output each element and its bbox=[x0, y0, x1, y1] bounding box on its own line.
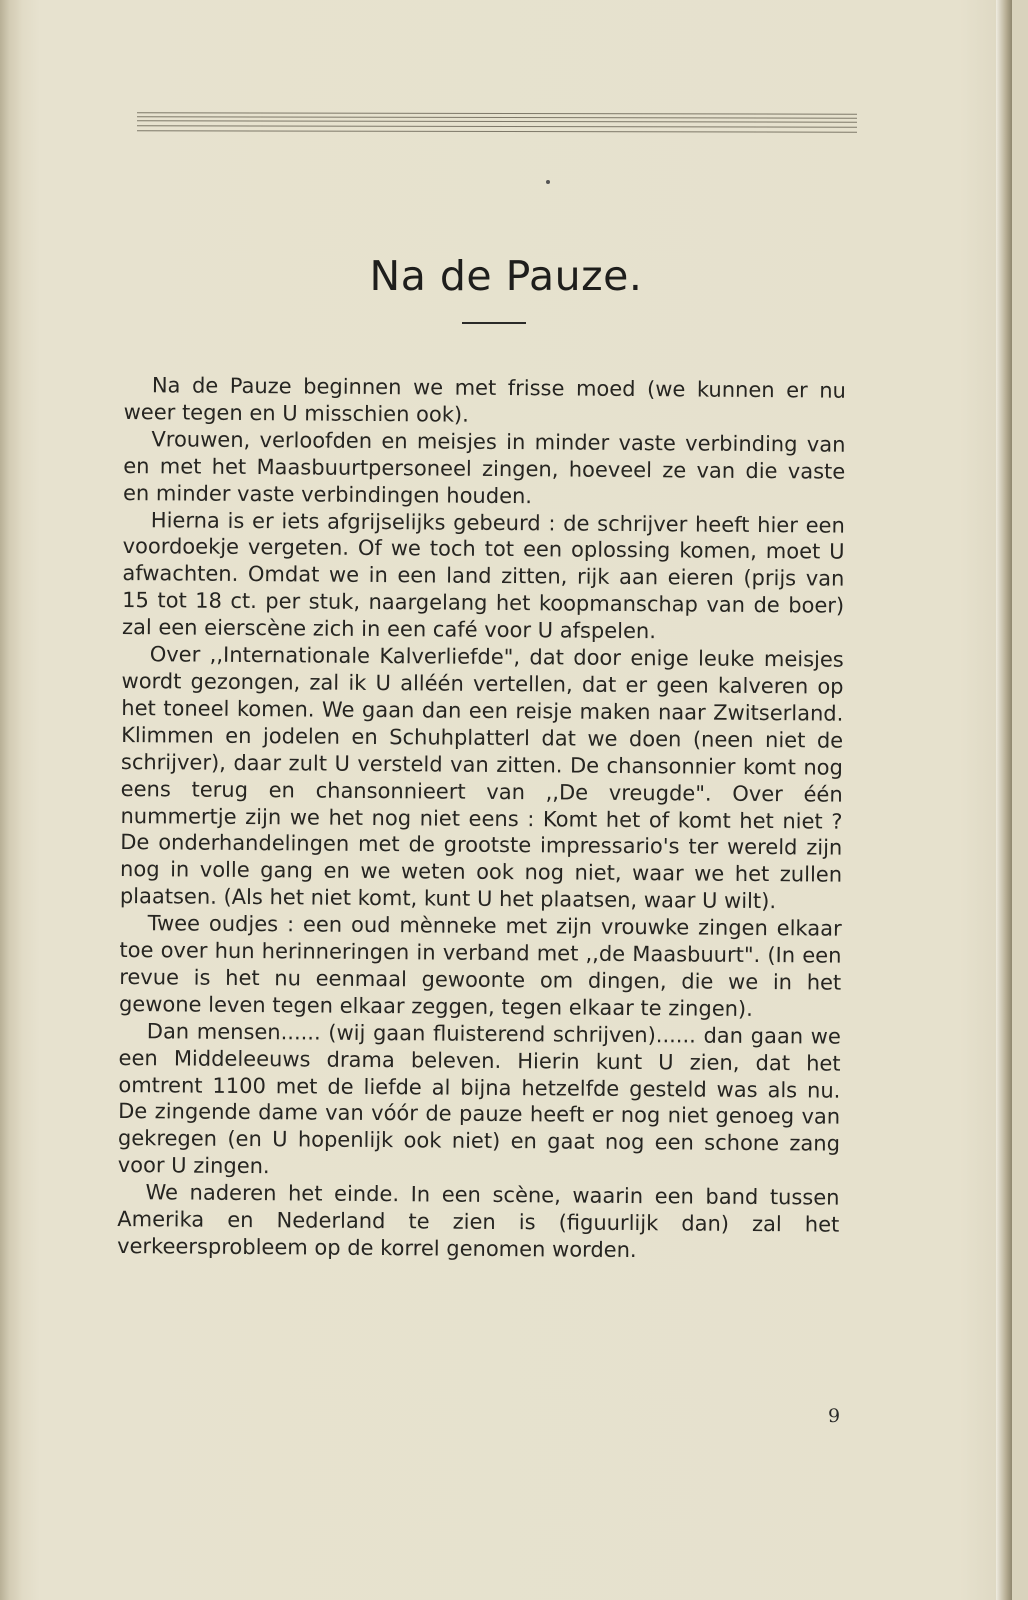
header-rule bbox=[137, 116, 857, 119]
spine-edge bbox=[0, 0, 22, 1600]
header-rule bbox=[137, 130, 857, 133]
paragraph: Vrouwen, verloofden en meisjes in minder vaste verbinding van en met het Maasbuurtpersoneel zingen, hoeveel ze van die vaste en minder vaste verbindingen houden. bbox=[122, 427, 846, 508]
header-rule bbox=[137, 112, 857, 115]
paragraph: Na de Pauze beginnen we met frisse moed (we kunnen er nu weer tegen en U misschien ook). bbox=[123, 373, 846, 427]
page-number: 9 bbox=[828, 1405, 841, 1427]
paragraph: Over ,,Internationale Kalverliefde", dat door enige leuke meisjes wordt gezongen, zal ik U alléén vertellen, dat er geen kalveren op het toneel komen. We gaan dan een reisje maken naar Zwitserland. Klimmen en jodelen en Schuhplatterl dat we doen (neen niet de schrijver), daar zult U versteld van zitten. De chansonnier komt nog eens terug en chansonnieert van ,,De vreugde". Over één nummertje zijn we het nog niet eens : Komt het of komt het niet ? De onderhandelingen met de grootste impressario's ter wereld zijn nog in volle gang en we weten ook nog niet, waar we het zullen plaatsen. (Als het niet komt, kunt U het plaatsen, waar U wilt). bbox=[119, 642, 844, 914]
header-rule bbox=[137, 120, 857, 123]
title-underline bbox=[462, 322, 526, 324]
ornament-dot bbox=[546, 180, 550, 184]
paragraph: We naderen het einde. In een scène, waarin een band tussen Amerika en Nederland te zien is (figuurlijk dan) zal het verkeersprobleem op de korrel genomen worden. bbox=[117, 1180, 840, 1263]
page-title: Na de Pauze. bbox=[369, 252, 643, 300]
paragraph: Twee oudjes : een oud mènneke met zijn vrouwke zingen elkaar toe over hun herinneringen in verband met ,,de Maasbuurt". (In een revue is het nu eenmaal gewoonte om dingen, die we in het gewone leven tegen elkaar zeggen, tegen elkaar te zingen). bbox=[118, 911, 842, 1021]
header-rule bbox=[137, 125, 857, 128]
paragraph: Hierna is er iets afgrijselijks gebeurd : de schrijver heeft hier een voordoekje vergeten. Of we toch tot een oplossing komen, moet U afwachten. Omdat we in een land zitten, rijk aan eieren (prijs van 15 tot 18 ct. per stuk, naargelang het koopmanschap van de boer) zal een eierscène zich in een café voor U afspelen. bbox=[121, 507, 845, 644]
page-edge-shadow bbox=[996, 0, 1012, 1600]
body-text bbox=[117, 372, 846, 1266]
paragraph: Dan mensen...... (wij gaan fluisterend schrijven)...... dan gaan we een Middeleeuws drama beleven. Hierin kunt U zien, dat het omtrent 1100 met de liefde al bijna hetzelfde gesteld was als nu. De zingende dame van vóór de pauze heeft er nog niet genoeg van gekregen (en U hopenlijk ook niet) en gaat nog een schone zang voor U zingen. bbox=[117, 1018, 841, 1179]
